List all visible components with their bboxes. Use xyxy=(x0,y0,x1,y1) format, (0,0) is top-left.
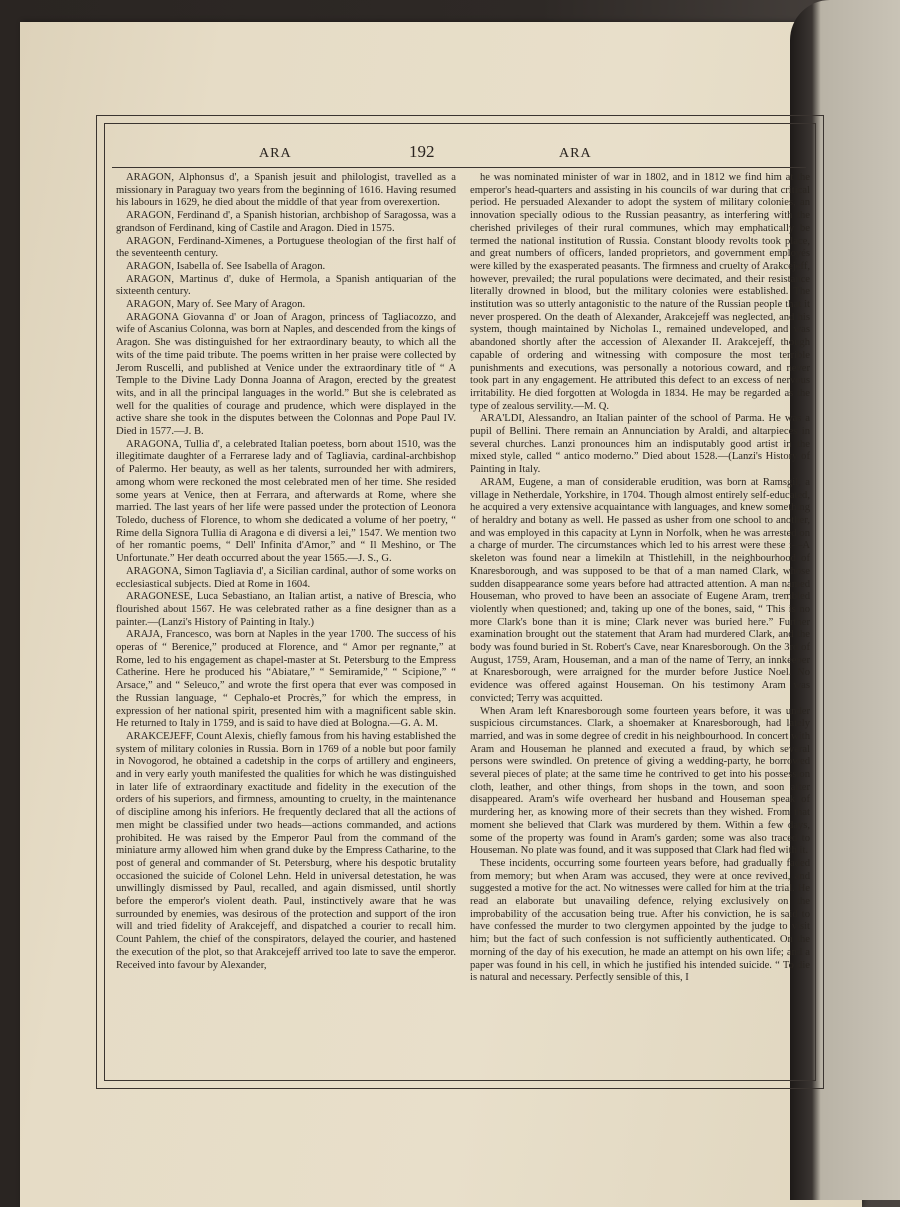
entry-paragraph: ARAGONESE, Luca Sebastiano, an Italian artist, a native of Brescia, who flourished about 1567. He was celebrated rather as a fine designer than as a painter.—(Lanzi's History of Painting in Italy.) xyxy=(116,591,456,628)
entry-paragraph: ARAGON, Alphonsus d', a Spanish jesuit and philologist, travelled as a missionary in Paraguay two years from the beginning of 1616. Having resumed his labours in 1629, he died about the middle of that year from overexertion. xyxy=(116,172,456,209)
entry-paragraph: ARAGON, Ferdinand-Ximenes, a Portuguese theologian of the first half of the seventeenth century. xyxy=(116,235,456,260)
entry-paragraph: ARAGON, Mary of. See Mary of Aragon. xyxy=(126,299,306,311)
left-column xyxy=(116,172,456,1072)
entry-paragraph: ARA'LDI, Alessandro, an Italian painter of the school of Parma. He was a pupil of Bellini. There remain an Annunciation by Araldi, and altarpieces in several churches. Lanzi pronounces him an indisputably good artist in the mixed style, called “ antico moderno.” Died about 1528.—(Lanzi's History of Painting in Italy. xyxy=(470,413,810,476)
header-rule xyxy=(112,167,806,168)
entry-paragraph: ARAGON, Isabella of. See Isabella of Aragon. xyxy=(126,260,326,272)
running-header xyxy=(104,138,814,162)
entry-paragraph: These incidents, occurring some fourteen years before, had gradually faded from memory; but when Aram was accused, they were at once revived, and suggested a motive for the act. No witnesses were called for him at the trial. He read an elaborate but unavailing defence, relying exclusively on the improbability of the accusation being true. After his conviction, he is said to have confessed the murder to two clergymen appointed by the judge to visit him; but the fact of such confession is not sufficiently authenticated. On the morning of the day of his execution, he made an attempt on his own life; and a paper was found in his cell, in which he justified his intended suicide. “ To die is natural and necessary. Perfectly sensible of this, I xyxy=(470,857,810,984)
entry-paragraph: he was nominated minister of war in 1802, and in 1812 we find him at the emperor's head-quarters and assisting in his councils of war during that critical period. He persuaded Alexander to adopt the system of military colonies, an innovation specially odious to the Russian peasantry, as interfering with the cherished privileges of their rural communes, which may emphatically be termed the national institution of Russia. Constant bloody revolts took place, and great numbers of officers, landed proprietors, and government employés were killed by the exasperated peasants. The firmness and cruelty of Arakcejeff, however, prevailed; the rural populations were decimated, and their resistance literally drowned in blood, but the military colonies were established. The institution was so utterly antagonistic to the nature of the Russian people that it never prospered. On the death of Alexander, Arakcejeff was neglected, and his system, though maintained by Nicholas I., remained undeveloped, and was abandoned shortly after the accession of Alexander II. Arakcejeff, though capable of ordering and witnessing with composure the most terrible punishments and executions, was personally a notorious coward, and never took part in any engagement. He attributed this defect to an excess of nervous irritability. He died forgotten at Wologda in 1834. He may be regarded as the type of zealous servility.—M. Q. xyxy=(470,172,810,412)
entry-paragraph: When Aram left Knaresborough some fourteen years before, it was under suspicious circumstances. Clark, a shoemaker at Knaresborough, had lately married, and was in some degree of credit in his neighbourhood. In concert with Aram and Houseman he planned and executed a fraud, by which several persons were swindled. On pretence of giving a wedding-party, he borrowed several pieces of plate; at the same time he contrived to get into his possession cloth, leather, and other things, from shops in the town, and soon after disappeared. Aram's wife overheard her husband and Houseman speak of murdering her, as knowing more of their secrets than they wished. From that moment she believed that Clark was murdered by them. Within a few days, some of the property was found in Aram's garden; some was also traced to Houseman. No plate was found, and it was supposed that Clark had fled with it. xyxy=(470,705,810,857)
page-number: 192 xyxy=(409,142,435,161)
entry-paragraph: ARAGONA Giovanna d' or Joan of Aragon, princess of Tagliacozzo, and wife of Ascanius Colonna, was born at Naples, and descended from the kings of Aragon. She was distinguished for her extraordinary beauty, to which all the wits of the time paid tribute. The poems written in her praise were collected by Jerom Ruscelli, and published at Venice under the extraordinary title of “ A Temple to the Divine Lady Donna Joanna of Aragon, erected by the greatest wits, and in all the principal languages in the world.” But she is celebrated as well for the qualities of courage and prudence, which were displayed in the active share she took in the disputes between the Colonnas and Pope Paul IV. Died in 1577.—J. B. xyxy=(116,311,456,438)
entry-paragraph: ARAKCEJEFF, Count Alexis, chiefly famous from his having established the system of military colonies in Russia. Born in 1769 of a noble but poor family in Novogorod, he obtained a cadetship in the corps of artillery and engineers, and in very early youth manifested the qualities for which he was distinguished in later life of extraordinary exactitude and fidelity in the execution of the orders of his superiors, and firmness, amounting to cruelty, in the maintenance of discipline among his inferiors. He frequently declared that all the actions of men might be classified under two heads—actions commanded, and actions prohibited. He was raised by the Emperor Paul from the command of the miniature army allowed him when grand duke by the Empress Catharine, to the post of general and commander of St. Petersburg, where his despotic brutality occasioned the suicide of Colonel Lehn. Held in universal detestation, he was unwillingly dismissed by Paul, recalled, and again dismissed, until shortly before the emperor's violent death. Paul, instinctively aware that he was surrounded by enemies, was desirous of the protection and support of the iron will and tried fidelity of Arakcejeff, and dispatched a courier to recall him. Count Pahlem, the chief of the conspirators, delayed the courier, and hastened the execution of the plot, so that Arakcejeff arrived too late to save the emperor. Received into favour by Alexander, xyxy=(116,730,456,971)
header-left-word: ARA xyxy=(259,146,292,161)
right-column xyxy=(470,172,810,1072)
entry-paragraph: ARAGON, Martinus d', duke of Hermola, a Spanish antiquarian of the sixteenth century. xyxy=(116,273,456,298)
entry-paragraph: ARAGONA, Tullia d', a celebrated Italian poetess, born about 1510, was the illegitimate daughter of a Ferrarese lady and of Tagliavia, cardinal-archbishop of Palermo. Her beauty, as well as her talents, surrounded her with admirers, among whom were reckoned the most celebrated men of her time. She resided some years at Venice, then at Ferrara, and afterwards at Rome, where she married. The last years of her life were passed under the protection of Leonora Toledo, duchess of Florence, to whom she dedicated a volume of her poetry, “ Rime della Signora Tullia di Aragona e di diversi a lei,” 1547. We mention two of her romantic poems, “ Dell' Infinita d'Amor,” and “ Il Meshino, or The Unfortunate.” Her death occurred about the year 1565.—J. S., G. xyxy=(116,438,456,565)
entry-paragraph: ARAM, Eugene, a man of considerable erudition, was born at Ramsgil, a village in Netherdale, Yorkshire, in 1704. Though almost entirely self-educated, he acquired a very extensive acquaintance with languages, and knew something of heraldry and botany as well. He passed as usher from one school to another, and was employed in this capacity at Lynn in Norfolk, when he was arrested on a charge of murder. The circumstances which led to his arrest were these :—A skeleton was found near a limekiln at Thistlehill, in the neighbourhood of Knaresborough, and was supposed to be that of a man named Clark, whose sudden disappearance some years before had attracted attention. A man named Houseman, who proved to have been an associate of Eugene Aram, trembled violently when questioned; and, taking up one of the bones, said, “ This is no more Clark's bone than it is mine; Clark never was buried here.” Further examination brought out the statement that Aram had murdered Clark, and the body was found buried in St. Robert's Cave, near Knaresborough. On the 3rd of August, 1759, Aram, Houseman, and a man of the name of Terry, an innkeeper at Knaresborough, were arraigned for the murder before Justice Noel. No evidence was offered against Houseman. On his testimony Aram was convicted; Terry was acquitted. xyxy=(470,476,810,704)
entry-paragraph: ARAGONA, Simon Tagliavia d', a Sicilian cardinal, author of some works on ecclesiastical subjects. Died at Rome in 1604. xyxy=(116,565,456,590)
entry-paragraph: ARAJA, Francesco, was born at Naples in the year 1700. The success of his operas of “ Berenice,” produced at Florence, and “ Amor per regnante,” at Rome, led to his engagement as chapel-master at St. Petersburg to the Empress Catherine. Here he produced his “Abiatare,” “ Semiramide,” “ Scipione,” “ Arsace,” and “ Seleuco,” and wrote the first opera that ever was composed in the Russian language, “ Cephalo-et Procrès,” for which the empress, in expression of her national spirit, presented him with a magnificent sable skin. He returned to Italy in 1759, and is said to have died at Bologna.—G. A. M. xyxy=(116,629,456,730)
header-right-word: ARA xyxy=(559,146,592,161)
entry-paragraph: ARAGON, Ferdinand d', a Spanish historian, archbishop of Saragossa, was a grandson of Ferdinand, king of Castile and Aragon. Died in 1575. xyxy=(116,210,456,234)
